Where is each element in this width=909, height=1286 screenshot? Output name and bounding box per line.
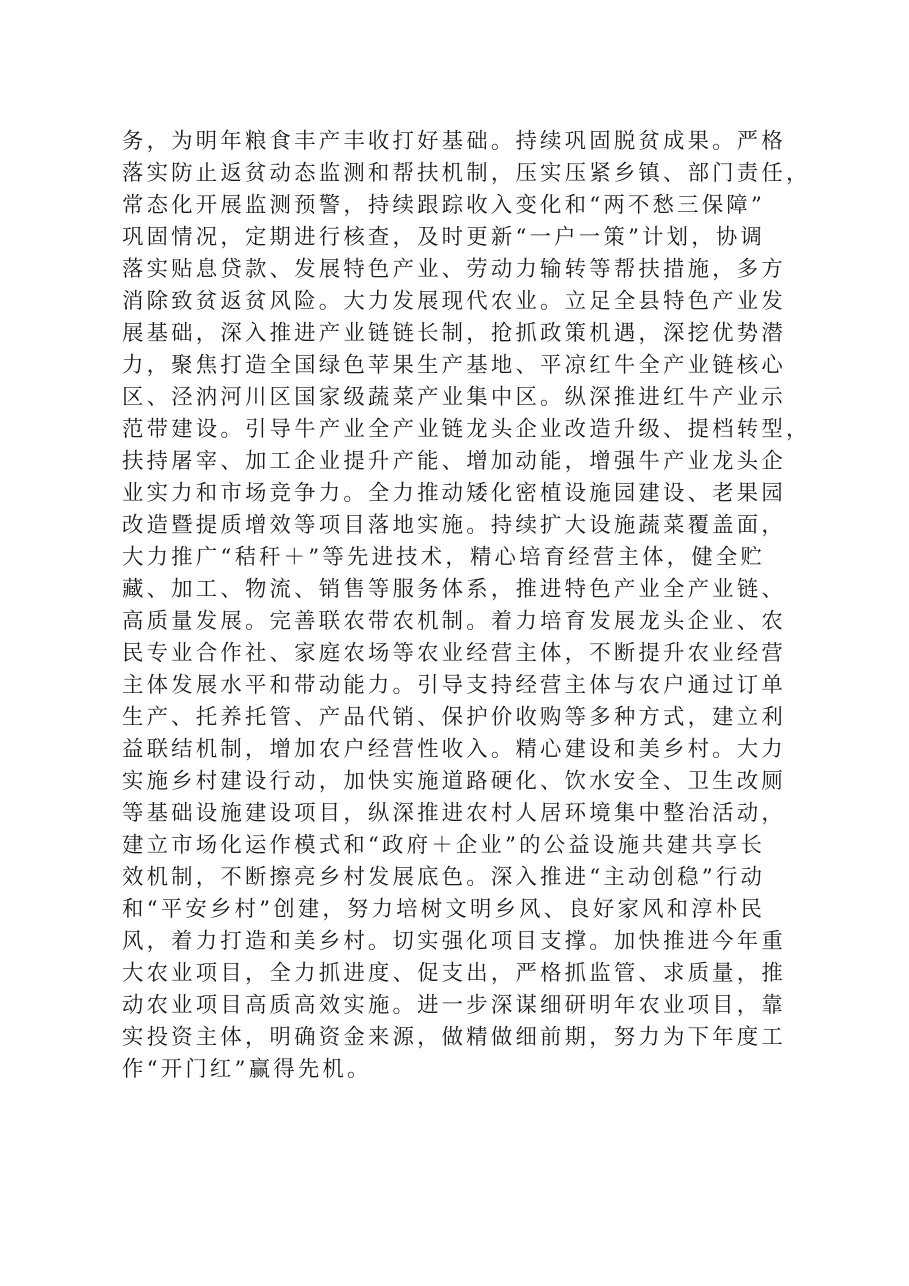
text-line: 务，为明年粮食丰产丰收打好基础。持续巩固脱贫成果。严格: [122, 129, 786, 154]
text-line: 改造暨提质增效等项目落地实施。持续扩大设施蔬菜覆盖面，: [122, 513, 786, 538]
text-line: 大力推广“秸秆＋”等先进技术，精心培育经营主体，健全贮: [122, 545, 766, 570]
text-line: 落实防止返贫动态监测和帮扶机制，压实压紧乡镇、部门责任，: [122, 161, 811, 186]
text-line: 民专业合作社、家庭农场等农业经营主体，不断提升农业经营: [122, 641, 786, 666]
text-line: 扶持屠宰、加工企业提升产能、增加动能，增强牛产业龙头企: [122, 449, 786, 474]
text-line: 力，聚焦打造全国绿色苹果生产基地、平凉红牛全产业链核心: [122, 353, 786, 378]
text-line: 实施乡村建设行动，加快实施道路硬化、饮水安全、卫生改厕: [122, 769, 786, 794]
text-line: 区、泾汭河川区国家级蔬菜产业集中区。纵深推进红牛产业示: [122, 385, 786, 410]
text-line: 业实力和市场竞争力。全力推动矮化密植设施园建设、老果园: [122, 481, 786, 506]
text-line: 和“平安乡村”创建，努力培树文明乡风、良好家风和淳朴民: [122, 897, 766, 922]
text-line: 益联结机制，增加农户经营性收入。精心建设和美乡村。大力: [122, 737, 786, 762]
text-line: 落实贴息贷款、发展特色产业、劳动力输转等帮扶措施，多方: [122, 257, 786, 282]
text-line: 展基础，深入推进产业链链长制，抢抓政策机遇，深挖优势潜: [122, 321, 786, 346]
text-line: 大农业项目，全力抓进度、促支出，严格抓监管、求质量，推: [122, 961, 786, 986]
text-line: 消除致贫返贫风险。大力发展现代农业。立足全县特色产业发: [122, 289, 786, 314]
text-line: 巩固情况，定期进行核查，及时更新“一户一策”计划，协调: [122, 225, 766, 250]
text-line: 生产、托养托管、产品代销、保护价收购等多种方式，建立利: [122, 705, 786, 730]
text-line: 建立市场化运作模式和“政府＋企业”的公益设施共建共享长: [122, 833, 766, 858]
text-line: 作“开门红”赢得先机。: [122, 1057, 372, 1082]
text-line: 主体发展水平和带动能力。引导支持经营主体与农户通过订单: [122, 673, 786, 698]
text-line: 动农业项目高质高效实施。进一步深谋细研明年农业项目，靠: [122, 993, 786, 1018]
text-line: 风，着力打造和美乡村。切实强化项目支撑。加快推进今年重: [122, 929, 786, 954]
text-line: 高质量发展。完善联农带农机制。着力培育发展龙头企业、农: [122, 609, 786, 634]
text-line: 等基础设施建设项目，纵深推进农村人居环境集中整治活动，: [122, 801, 786, 826]
text-line: 实投资主体，明确资金来源，做精做细前期，努力为下年度工: [122, 1025, 786, 1050]
body-paragraph: [122, 126, 811, 1086]
text-line: 常态化开展监测预警，持续跟踪收入变化和“两不愁三保障”: [122, 193, 766, 218]
text-line: 范带建设。引导牛产业全产业链龙头企业改造升级、提档转型，: [122, 417, 811, 442]
text-line: 藏、加工、物流、销售等服务体系，推进特色产业全产业链、: [122, 577, 786, 602]
text-line: 效机制，不断擦亮乡村发展底色。深入推进“主动创稳”行动: [122, 865, 766, 890]
